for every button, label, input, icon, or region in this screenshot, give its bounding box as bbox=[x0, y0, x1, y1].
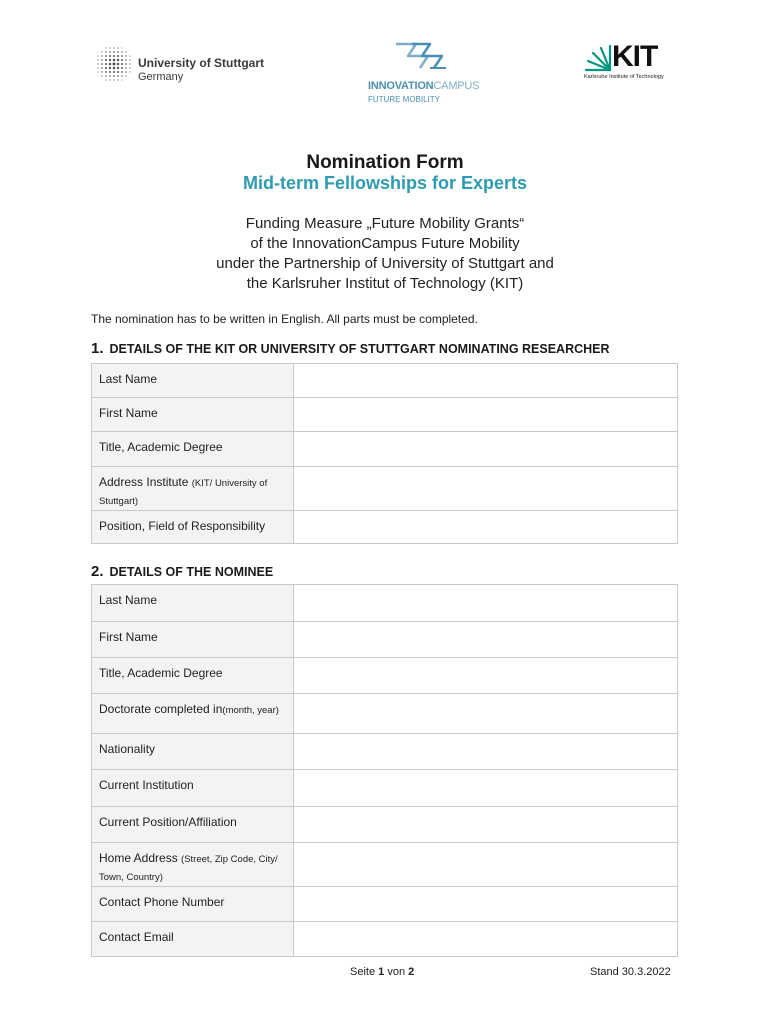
kit-fan-icon bbox=[584, 44, 612, 72]
form-row bbox=[92, 585, 678, 622]
innovation-campus-arrows-icon bbox=[390, 38, 450, 78]
form-row bbox=[92, 843, 678, 887]
field-label-cell bbox=[92, 432, 294, 467]
form-row bbox=[92, 467, 678, 511]
field-label: Current Position/Affiliation bbox=[99, 815, 237, 829]
field-label-note: (month, year) bbox=[222, 705, 279, 716]
field-label: Current Institution bbox=[99, 778, 194, 792]
field-label-note: (Street, Zip Code, City/ Town, Country) bbox=[99, 854, 278, 883]
field-value-input[interactable] bbox=[294, 887, 678, 922]
field-value-input[interactable] bbox=[294, 807, 678, 843]
form-row bbox=[92, 734, 678, 770]
field-value-input[interactable] bbox=[294, 511, 678, 544]
field-label-note: (KIT/ University of Stuttgart) bbox=[99, 478, 268, 507]
field-label: Address Institute bbox=[99, 475, 192, 489]
page-mid: von bbox=[384, 966, 409, 978]
field-label: Doctorate completed in bbox=[99, 702, 223, 716]
university-dots-icon bbox=[94, 44, 134, 84]
section-2-heading bbox=[91, 563, 273, 580]
field-value-input[interactable] bbox=[294, 843, 678, 887]
field-label: Last Name bbox=[99, 593, 158, 607]
field-label-cell bbox=[92, 734, 294, 770]
form-row bbox=[92, 622, 678, 658]
form-row bbox=[92, 694, 678, 734]
form-row bbox=[92, 887, 678, 922]
field-value-input[interactable] bbox=[294, 734, 678, 770]
field-value-input[interactable] bbox=[294, 432, 678, 467]
form-row bbox=[92, 922, 678, 957]
field-label-cell bbox=[92, 694, 294, 734]
section-2-title: DETAILS OF THE NOMINEE bbox=[109, 565, 274, 579]
field-label: Contact Email bbox=[99, 930, 174, 944]
form-subtitle: Mid-term Fellowships for Experts bbox=[242, 173, 528, 193]
field-label-cell bbox=[92, 585, 294, 622]
field-label-cell bbox=[92, 398, 294, 432]
form-row bbox=[92, 770, 678, 807]
innovation-campus-subtitle: FUTURE MOBILITY bbox=[368, 95, 441, 104]
field-label-cell bbox=[92, 770, 294, 807]
field-label-cell bbox=[92, 364, 294, 398]
form-row bbox=[92, 658, 678, 694]
field-label-cell bbox=[92, 843, 294, 887]
field-label: Home Address bbox=[99, 851, 182, 865]
section-1-title: DETAILS OF THE KIT OR UNIVERSITY OF STUTTGART NOMINATING RESEARCHER bbox=[109, 342, 610, 356]
form-row bbox=[92, 364, 678, 398]
field-value-input[interactable] bbox=[294, 398, 678, 432]
innovation-campus-name-bold: INNOVATION bbox=[368, 80, 434, 92]
field-label-cell bbox=[92, 658, 294, 694]
field-label: First Name bbox=[99, 630, 158, 644]
field-label-cell bbox=[92, 467, 294, 511]
kit-subtitle: Karlsruhe Institute of Technology bbox=[584, 74, 664, 80]
nominee-table bbox=[91, 584, 678, 957]
field-value-input[interactable] bbox=[294, 467, 678, 511]
funding-line-3: under the Partnership of University of Stuttgart and bbox=[216, 255, 554, 272]
field-value-input[interactable] bbox=[294, 585, 678, 622]
intro-instructions: The nomination has to be written in English. All parts must be completed. bbox=[91, 312, 478, 326]
funding-line-2: of the InnovationCampus Future Mobility bbox=[250, 235, 520, 252]
field-label: First Name bbox=[99, 406, 158, 420]
university-name: University of Stuttgart bbox=[138, 56, 265, 70]
kit-logo bbox=[584, 40, 668, 84]
page-prefix: Seite bbox=[350, 966, 379, 978]
field-label: Position, Field of Responsibility bbox=[99, 519, 266, 533]
field-label: Last Name bbox=[99, 372, 158, 386]
innovation-campus-name bbox=[368, 80, 479, 92]
section-2-number: 2. bbox=[91, 563, 104, 580]
field-label-cell bbox=[92, 807, 294, 843]
field-value-input[interactable] bbox=[294, 770, 678, 807]
field-label: Contact Phone Number bbox=[99, 895, 225, 909]
page-total: 2 bbox=[408, 966, 415, 978]
field-label-cell bbox=[92, 922, 294, 957]
field-value-input[interactable] bbox=[294, 622, 678, 658]
form-row bbox=[92, 432, 678, 467]
form-row bbox=[92, 511, 678, 544]
kit-wordmark: KIT bbox=[612, 40, 658, 73]
innovation-campus-logo bbox=[368, 38, 478, 108]
document-date: Stand 30.3.2022 bbox=[590, 966, 671, 978]
nominating-researcher-table bbox=[91, 363, 678, 544]
funding-line-1: Funding Measure „Future Mobility Grants“ bbox=[245, 215, 525, 232]
field-value-input[interactable] bbox=[294, 364, 678, 398]
innovation-campus-name-light: CAMPUS bbox=[433, 80, 480, 92]
field-label-cell bbox=[92, 622, 294, 658]
field-value-input[interactable] bbox=[294, 658, 678, 694]
university-of-stuttgart-logo bbox=[94, 44, 284, 88]
form-row bbox=[92, 398, 678, 432]
section-1-heading bbox=[91, 340, 610, 357]
field-label-cell bbox=[92, 511, 294, 544]
field-label: Nationality bbox=[99, 742, 156, 756]
field-value-input[interactable] bbox=[294, 694, 678, 734]
form-row bbox=[92, 807, 678, 843]
page-number bbox=[350, 966, 414, 978]
page-current: 1 bbox=[378, 966, 385, 978]
field-label: Title, Academic Degree bbox=[99, 666, 223, 680]
university-country: Germany bbox=[138, 71, 184, 83]
form-title: Nomination Form bbox=[306, 152, 464, 173]
section-1-number: 1. bbox=[91, 340, 104, 357]
funding-line-4: the Karlsruher Institut of Technology (KIT) bbox=[246, 275, 524, 292]
field-label: Title, Academic Degree bbox=[99, 440, 223, 454]
field-label-cell bbox=[92, 887, 294, 922]
field-value-input[interactable] bbox=[294, 922, 678, 957]
